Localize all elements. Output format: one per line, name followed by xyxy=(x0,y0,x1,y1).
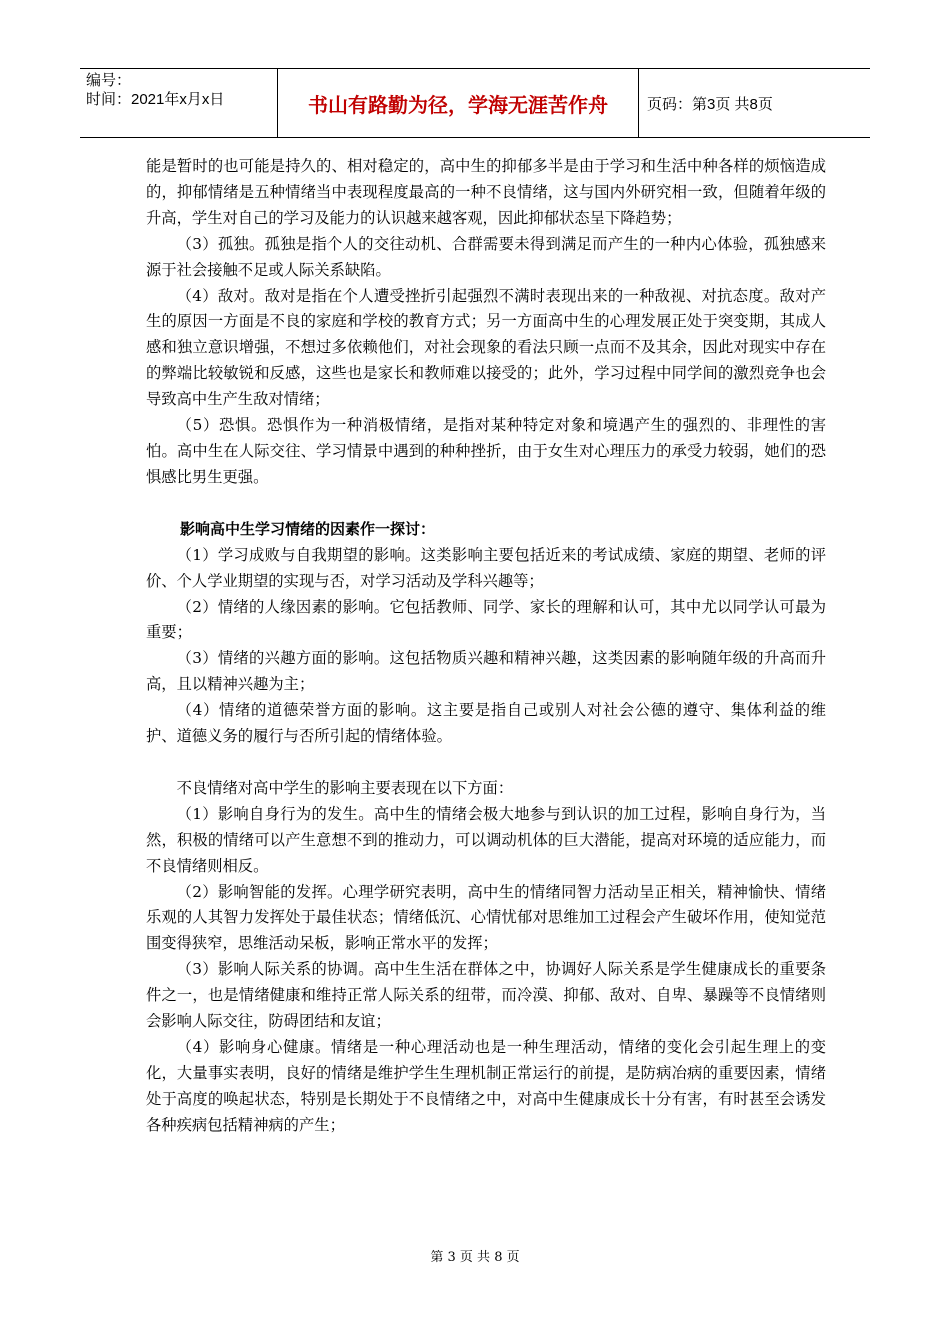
paragraph: （2）影响智能的发挥。心理学研究表明，高中生的情绪同智力活动呈正相关，精神愉快、情绪乐观的人其智力发挥处于最佳状态；情绪低沉、心情忧郁对思维加工过程会产生破坏作用，使知觉范围变得狭窄，思维活动呆板，影响正常水平的发挥； xyxy=(146,882,826,953)
document-body xyxy=(146,154,826,1139)
document-number-label: 编号： xyxy=(86,72,132,89)
section-intro: 不良情绪对高中学生的影响主要表现在以下方面： xyxy=(176,778,514,797)
paragraph: （3）影响人际关系的协调。高中生生活在群体之中，协调好人际关系是学生健康成长的重要条件之一，也是情绪健康和维持正常人际关系的纽带，而冷漠、抑郁、敌对、自卑、暴躁等不良情绪则会影响人际交往，防碍团结和友谊； xyxy=(146,960,826,1031)
paragraph: 能是暂时的也可能是持久的、相对稳定的，高中生的抑郁多半是由于学习和生活中种各样的烦恼造成的，抑郁情绪是五种情绪当中表现程度最高的一种不良情绪，这与国内外研究相一致，但随着年级的升高，学生对自己的学习及能力的认识越来越客观，因此抑郁状态呈下降趋势； xyxy=(146,157,826,227)
paragraph: （1）学习成败与自我期望的影响。这类影响主要包括近来的考试成绩、家庭的期望、老师的评价、个人学业期望的实现与否，对学习活动及学科兴趣等； xyxy=(146,545,826,590)
paragraph: （2）情绪的人缘因素的影响。它包括教师、同学、家长的理解和认可，其中尤以同学认可最为重要； xyxy=(146,597,826,642)
header-meta xyxy=(80,69,278,137)
page-footer: 第 3 页 共 8 页 xyxy=(430,1250,520,1265)
paragraph: （1）影响自身行为的发生。高中生的情绪会极大地参与到认识的加工过程，影响自身行为，当然，积极的情绪可以产生意想不到的推动力，可以调动机体的巨大潜能，提高对环境的适应能力，而不良情绪则相反。 xyxy=(146,804,826,875)
header-motto: 书山有路勤为径，学海无涯苦作舟 xyxy=(278,69,639,137)
spacer xyxy=(146,491,826,517)
spacer xyxy=(146,750,826,776)
paragraph: （4）敌对。敌对是指在个人遭受挫折引起强烈不满时表现出来的一种敌视、对抗态度。敌对产生的原因一方面是不良的家庭和学校的教育方式；另一方面高中生的心理发展正处于突变期，其成人感和独立意识增强，不想过多依赖他们，对社会现象的看法只顾一点而不及其余，因此对现实中存在的弊端比较敏锐和反感，这些也是家长和教师难以接受的；此外，学习过程中同学间的激烈竞争也会导致高中生产生敌对情绪； xyxy=(146,286,826,409)
paragraph: （3）孤独。孤独是指个人的交往动机、合群需要未得到满足而产生的一种内心体验，孤独感来源于社会接触不足或人际关系缺陷。 xyxy=(146,234,826,279)
paragraph: （5）恐惧。恐惧作为一种消极情绪，是指对某种特定对象和境遇产生的强烈的、非理性的害怕。高中生在人际交往、学习情景中遇到的种种挫折，由于女生对心理压力的承受力较弱，她们的恐惧感比男生更强。 xyxy=(146,416,826,486)
header-page-info: 页码：第3页 共8页 xyxy=(647,95,773,113)
paragraph: （4）情绪的道德荣誉方面的影响。这主要是指自己或别人对社会公德的遵守、集体利益的维护、道德义务的履行与否所引起的情绪体验。 xyxy=(146,701,826,746)
page-header xyxy=(80,68,870,138)
section-heading: 影响高中生学习情绪的因素作一探讨： xyxy=(180,519,436,538)
document-time-label: 时间：2021年x月x日 xyxy=(86,91,225,108)
paragraph: （3）情绪的兴趣方面的影响。这包括物质兴趣和精神兴趣，这类因素的影响随年级的升高而升高，且以精神兴趣为主； xyxy=(146,649,826,694)
paragraph: （4）影响身心健康。情绪是一种心理活动也是一种生理活动，情绪的变化会引起生理上的变化，大量事实表明，良好的情绪是维护学生生理机制正常运行的前提，是防病冶病的重要因素，情绪处于高度的唤起状态，特别是长期处于不良情绪之中，对高中生健康成长十分有害，有时甚至会诱发各种疾病包括精神病的产生； xyxy=(146,1038,826,1134)
